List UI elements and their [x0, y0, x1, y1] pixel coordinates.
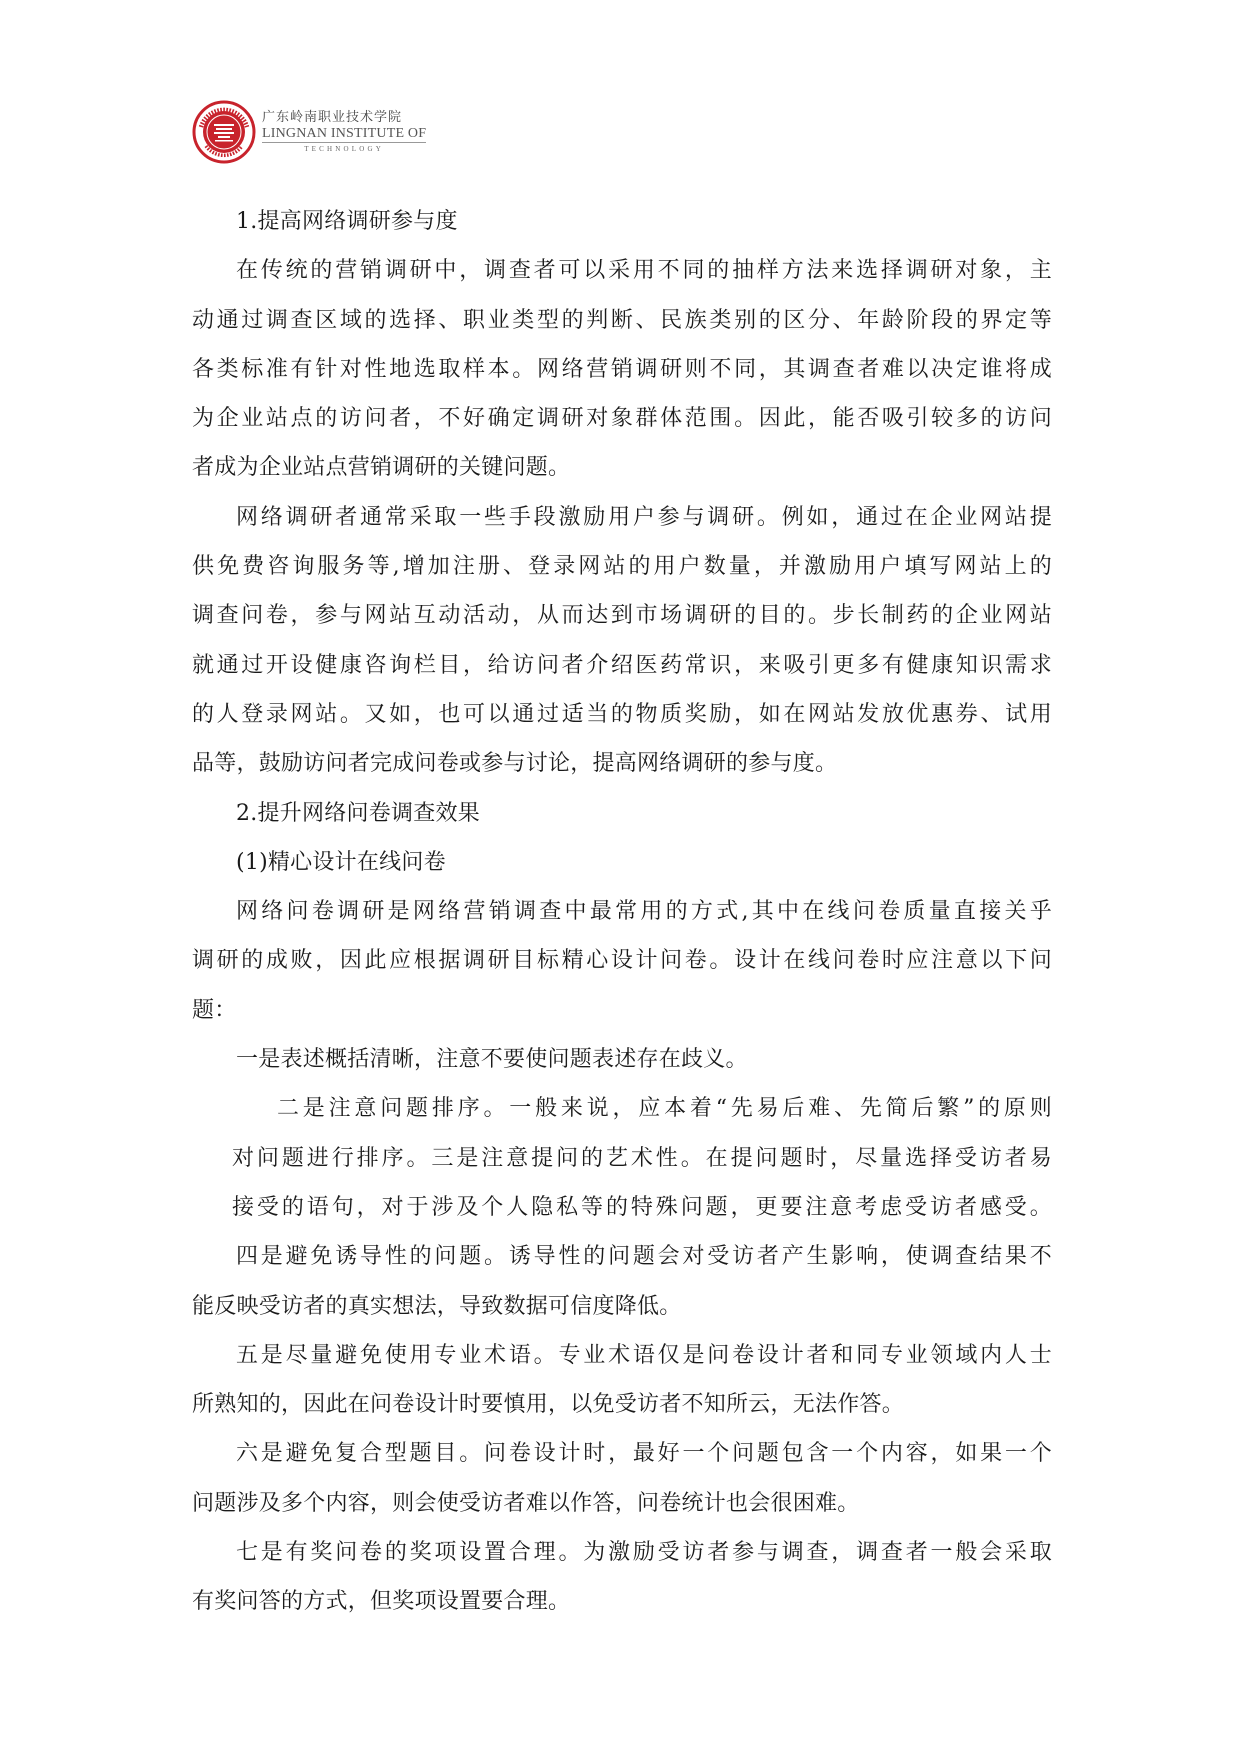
paragraph-line: 在传统的营销调研中，调查者可以采用不同的抽样方法来选择调研对象，主: [236, 258, 1052, 284]
paragraph-line: 能反映受访者的真实想法，导致数据可信度降低。: [192, 1293, 682, 1319]
paragraph-line: 一是表述概括清晰，注意不要使问题表述存在歧义。: [236, 1047, 748, 1073]
school-name-en-sub: TECHNOLOGY: [262, 142, 426, 154]
school-name-cn: 广东岭南职业技术学院: [262, 110, 403, 125]
paragraph-line: 为企业站点的访问者，不好确定调研对象群体范围。因此，能否吸引较多的访问: [192, 406, 1052, 432]
paragraph-line: 六是避免复合型题目。问卷设计时，最好一个问题包含一个内容，如果一个: [236, 1441, 1052, 1467]
paragraph-line: 二是注意问题排序。一般来说，应本着“先易后难、先简后繁”的原则: [277, 1096, 1052, 1122]
paragraph-line: 调查问卷，参与网站互动活动，从而达到市场调研的目的。步长制药的企业网站: [192, 603, 1052, 629]
section-heading: 2.提升网络问卷调查效果: [236, 800, 480, 826]
paragraph-line: 五是尽量避免使用专业术语。专业术语仅是问卷设计者和同专业领域内人士: [236, 1342, 1052, 1368]
paragraph-line: 四是避免诱导性的问题。诱导性的问题会对受访者产生影响，使调查结果不: [236, 1244, 1052, 1270]
paragraph-line: 所熟知的，因此在问卷设计时要慎用，以免受访者不知所云，无法作答。: [192, 1392, 905, 1418]
paragraph-line: 调研的成败，因此应根据调研目标精心设计问卷。设计在线问卷时应注意以下问: [192, 948, 1052, 974]
paragraph-line: 品等，鼓励访问者完成问卷或参与讨论，提高网络调研的参与度。: [192, 751, 838, 777]
paragraph-line: 各类标准有针对性地选取样本。网络营销调研则不同，其调查者难以决定谁将成: [192, 356, 1052, 382]
paragraph-line: 七是有奖问卷的奖项设置合理。为激励受访者参与调查，调查者一般会采取: [236, 1540, 1052, 1566]
document-header: [192, 100, 426, 164]
paragraph-line: 接受的语句，对于涉及个人隐私等的特殊问题，更要注意考虑受访者感受。: [232, 1194, 1052, 1220]
school-brand: [262, 110, 426, 154]
paragraph-line: 者成为企业站点营销调研的关键问题。: [192, 455, 571, 481]
paragraph-line: 就通过开设健康咨询栏目，给访问者介绍医药常识，来吸引更多有健康知识需求: [192, 652, 1052, 678]
paragraph-line: 问题涉及多个内容，则会使受访者难以作答，问卷统计也会很困难。: [192, 1490, 860, 1516]
subsection-heading: (1)精心设计在线问卷: [236, 849, 446, 875]
paragraph-line: 对问题进行排序。三是注意提问的艺术性。在提问题时，尽量选择受访者易: [232, 1145, 1052, 1171]
paragraph-line: 有奖问答的方式，但奖项设置要合理。: [192, 1589, 571, 1615]
paragraph-line: 供免费咨询服务等,增加注册、登录网站的用户数量，并激励用户填写网站上的: [192, 554, 1052, 580]
school-seal-logo: [192, 100, 256, 164]
paragraph-line: 动通过调查区域的选择、职业类型的判断、民族类别的区分、年龄阶段的界定等: [192, 307, 1052, 333]
paragraph-line: 网络调研者通常采取一些手段激励用户参与调研。例如，通过在企业网站提: [236, 504, 1052, 530]
paragraph-line: 题：: [192, 997, 237, 1023]
section-heading: 1.提高网络调研参与度: [236, 209, 458, 234]
document-body: [192, 197, 1052, 1627]
paragraph-line: 网络问卷调研是网络营销调查中最常用的方式,其中在线问卷质量直接关乎: [236, 899, 1052, 925]
school-name-en: LINGNAN INSTITUTE OF: [262, 126, 427, 141]
paragraph-line: 的人登录网站。又如，也可以通过适当的物质奖励，如在网站发放优惠券、试用: [192, 701, 1052, 727]
